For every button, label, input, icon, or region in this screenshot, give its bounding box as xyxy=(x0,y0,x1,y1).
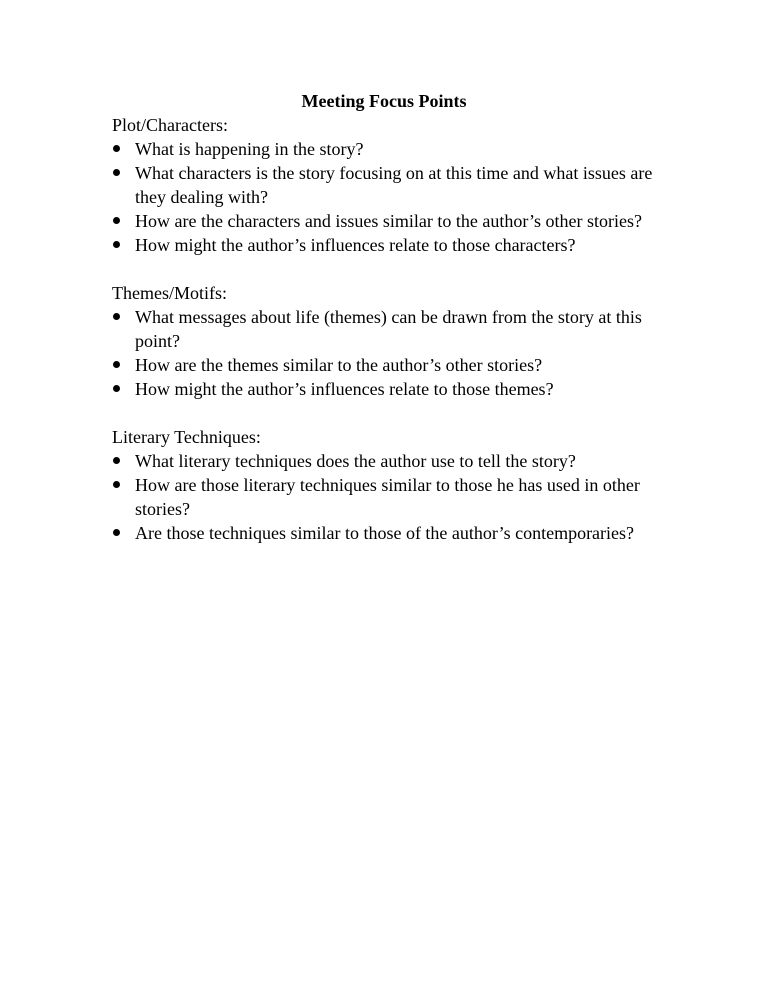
section-heading: Themes/Motifs: xyxy=(112,283,227,303)
bullet-icon xyxy=(113,457,120,464)
bullet-icon xyxy=(113,385,120,392)
list-item xyxy=(112,473,672,521)
list-item-text: What is happening in the story? xyxy=(135,139,364,159)
section-heading: Literary Techniques: xyxy=(112,427,261,447)
list-item-text: What messages about life (themes) can be drawn from the story at this point? xyxy=(135,307,642,351)
list-item xyxy=(112,209,672,233)
list-item xyxy=(112,161,672,209)
bullet-icon xyxy=(113,145,120,152)
list-item xyxy=(112,137,672,161)
list-item xyxy=(112,377,672,401)
list-item xyxy=(112,305,672,353)
list-item xyxy=(112,353,672,377)
bullet-icon xyxy=(113,529,120,536)
bullet-icon xyxy=(113,313,120,320)
bullet-icon xyxy=(113,169,120,176)
list-item xyxy=(112,233,672,257)
list-item-text: How might the author’s influences relate to those characters? xyxy=(135,235,576,255)
bullet-icon xyxy=(113,361,120,368)
bullet-icon xyxy=(113,241,120,248)
list-item-text: How are the characters and issues similar to the author’s other stories? xyxy=(135,211,643,231)
list-item-text: What literary techniques does the author use to tell the story? xyxy=(135,451,576,471)
list-item-text: What characters is the story focusing on at this time and what issues are they dealing with? xyxy=(135,163,653,207)
bullet-list xyxy=(112,137,672,257)
section-themes-motifs xyxy=(112,281,672,401)
document-title: Meeting Focus Points xyxy=(301,91,467,111)
section-literary-techniques xyxy=(112,425,672,545)
section-heading: Plot/Characters: xyxy=(112,115,228,135)
bullet-icon xyxy=(113,481,120,488)
document-body xyxy=(112,113,672,569)
section-plot-characters xyxy=(112,113,672,257)
bullet-list xyxy=(112,305,672,401)
list-item-text: How are the themes similar to the author’s other stories? xyxy=(135,355,543,375)
list-item xyxy=(112,521,672,545)
list-item-text: How might the author’s influences relate to those themes? xyxy=(135,379,554,399)
list-item-text: How are those literary techniques similar to those he has used in other stories? xyxy=(135,475,640,519)
list-item xyxy=(112,449,672,473)
bullet-list xyxy=(112,449,672,545)
bullet-icon xyxy=(113,217,120,224)
list-item-text: Are those techniques similar to those of the author’s contemporaries? xyxy=(135,523,635,543)
